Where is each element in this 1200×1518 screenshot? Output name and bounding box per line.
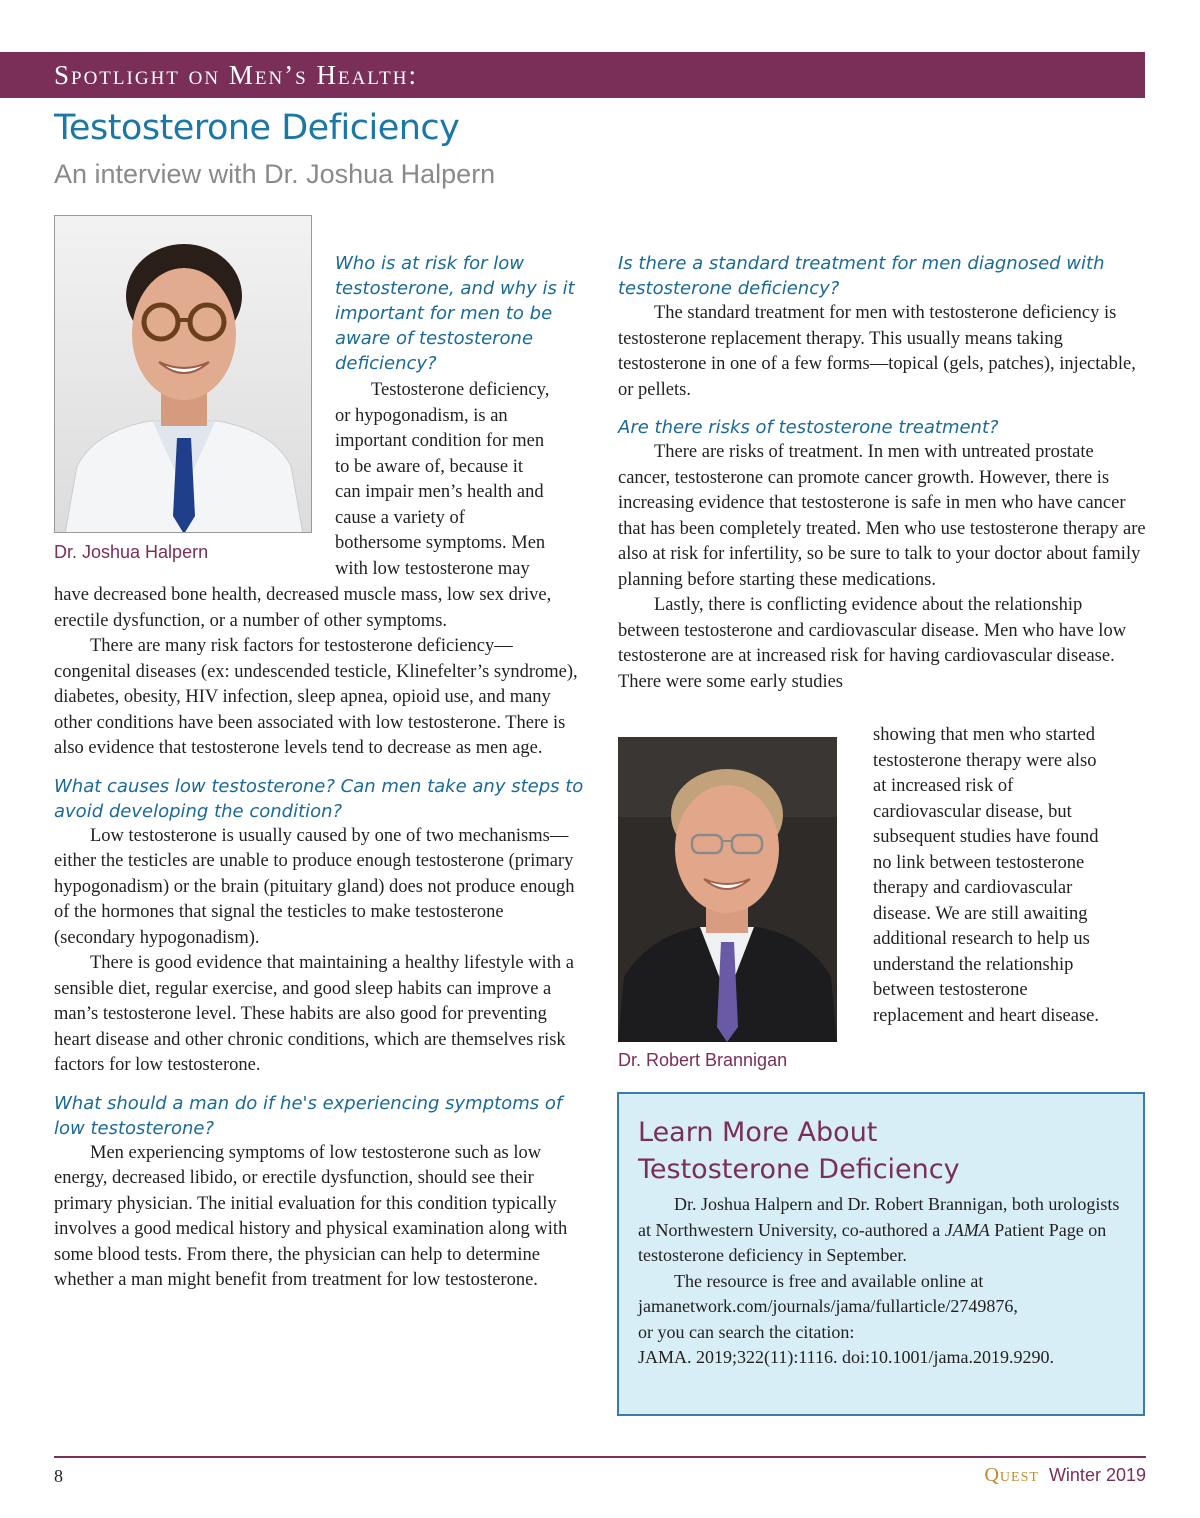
paragraph-lifestyle: There is good evidence that maintaining a healthy lifestyle with a sensible diet, regular exercise, and good sleep habits can improve a man’s testosterone level. These habits are also good for preventing heart disease and other chronic conditions, which are themselves risk factors for low testosterone.	[54, 953, 574, 1075]
sidebar-body	[638, 1192, 1133, 1371]
photo-joshua-halpern	[54, 215, 312, 533]
cardio-line: understand the relationship	[873, 954, 1074, 975]
magazine-name: Quest	[984, 1464, 1039, 1486]
answer-1-line: to be aware of, because it	[335, 456, 523, 477]
paragraph-standard-treatment: The standard treatment for men with testosterone deficiency is testosterone replacement therapy. This usually means taking testosterone in one of a few forms—topical (gels, patches), injectable, or pellets.	[618, 303, 1136, 400]
answer-1-continued: have decreased bone health, decreased muscle mass, low sex drive, erectile dysfunction, or a number of other symptoms.	[54, 585, 552, 631]
answer-1-line: can impair men’s health and	[335, 482, 544, 502]
sidebar-title-line2: Testosterone Deficiency	[638, 1154, 960, 1185]
sidebar-resource-line3: or you can search the citation:	[638, 1321, 855, 1342]
paragraph-cardiovascular: Lastly, there is conflicting evidence about the relationship between testosterone and cardiovascular disease. Men who have low testosterone are at increased risk for having cardiovascular disease. There were some early studies	[618, 595, 1127, 692]
question-4: Is there a standard treatment for men diagnosed with testosterone deficiency?	[618, 253, 1105, 299]
column-1	[54, 583, 584, 1294]
sidebar-paragraph-authors	[638, 1192, 1133, 1269]
resource-url[interactable]: jamanetwork.com/journals/jama/fullarticle/2749876,	[638, 1296, 1018, 1316]
photo1-caption: Dr. Joshua Halpern	[54, 542, 209, 562]
question-block-1	[335, 251, 585, 376]
column-2	[618, 251, 1148, 695]
question-2: What causes low testosterone? Can men take any steps to avoid developing the condition?	[54, 775, 584, 822]
cardio-line: cardiovascular disease, but	[873, 801, 1072, 822]
question-3: What should a man do if he's experiencing symptoms of low testosterone?	[54, 1092, 563, 1139]
cardio-line: disease. We are still awaiting	[873, 903, 1088, 924]
answer-1-line: important condition for men	[335, 431, 545, 451]
cardio-line: additional research to help us	[873, 929, 1090, 949]
citation: JAMA. 2019;322(11):1116. doi:10.1001/jama.2019.9290.	[638, 1347, 1054, 1367]
learn-more-sidebar	[617, 1092, 1145, 1416]
paragraph-risks: There are risks of treatment. In men with untreated prostate cancer, testosterone can promote cancer growth. However, there is increasing evidence that testosterone is safe in men who have cancer that has been completely treated. Men who use testosterone therapy are also at risk for infertility, so be sure to talk to your doctor about family planning before starting these medications.	[618, 442, 1146, 590]
answer-1-line: cause a variety of	[335, 507, 465, 528]
photo2-caption: Dr. Robert Brannigan	[618, 1050, 788, 1070]
journal-name: JAMA	[944, 1219, 990, 1240]
question-1: Who is at risk for low testosterone, and why is it important for men to be aware of testosterone deficiency?	[335, 253, 575, 374]
paragraph-cardiovascular-wrapped	[873, 723, 1148, 1029]
paragraph-causes: Low testosterone is usually caused by one of two mechanisms—either the testicles are unable to produce enough testosterone (primary hypogonadism) or the brain (pituitary gland) does not produce enough of the hormones that signal the testicles to make testosterone (secondary hypogonadism).	[54, 825, 575, 948]
sidebar-authors-text: Dr. Joshua Halpern and Dr. Robert Brannigan, both urologists at Northwestern University, co-authored a	[638, 1194, 1120, 1240]
page-number: 8	[54, 1466, 63, 1486]
photo-robert-brannigan	[618, 737, 837, 1042]
cardio-line: testosterone therapy were also	[873, 750, 1097, 771]
section-banner	[0, 52, 1145, 98]
cardio-line: between testosterone	[873, 980, 1028, 1000]
footer-rule	[54, 1456, 1146, 1458]
sidebar-resource-line1: The resource is free and available online at	[674, 1270, 984, 1291]
cardio-line: therapy and cardiovascular	[873, 878, 1073, 898]
article-title: Testosterone Deficiency	[54, 108, 460, 148]
sidebar-title	[638, 1114, 960, 1188]
answer-1-wrapped	[335, 378, 590, 582]
issue-date: Winter 2019	[1048, 1465, 1146, 1485]
sidebar-title-line1: Learn More About	[638, 1117, 878, 1148]
footer-issue	[984, 1464, 1146, 1486]
cardio-line: replacement and heart disease.	[873, 1005, 1099, 1026]
paragraph-risk-factors: There are many risk factors for testosterone deficiency—congenital diseases (ex: undescended testicle, Klinefelter’s syndrome), diabetes, obesity, HIV infection, sleep apnea, opioid use, and many other conditions have been associated with low testosterone. There is also evidence that testosterone levels tend to decrease as men age.	[54, 636, 578, 758]
answer-1-line: with low testosterone may	[335, 558, 530, 579]
article-subtitle: An interview with Dr. Joshua Halpern	[54, 159, 496, 189]
banner-text: Spotlight on Men’s Health:	[54, 60, 418, 90]
paragraph-symptoms: Men experiencing symptoms of low testosterone such as low energy, decreased libido, or erectile dysfunction, should see their primary physician. The initial evaluation for this condition typically involves a good medical history and physical examination along with some blood tests. From there, the physician can help to determine whether a man might benefit from treatment for low testosterone.	[54, 1142, 568, 1290]
cardio-line: no link between testosterone	[873, 852, 1085, 873]
cardio-line: at increased risk of	[873, 776, 1014, 796]
answer-1-line: bothersome symptoms. Men	[335, 533, 546, 553]
sidebar-authors-text-end: Patient Page on testosterone deficiency in September.	[638, 1219, 1107, 1265]
answer-1-line: or hypogonadism, is an	[335, 405, 508, 426]
cardio-line: showing that men who started	[873, 725, 1095, 745]
cardio-line: subsequent studies have found	[873, 827, 1099, 847]
question-5: Are there risks of testosterone treatment?	[618, 417, 999, 438]
answer-1-line: Testosterone deficiency,	[371, 380, 550, 400]
